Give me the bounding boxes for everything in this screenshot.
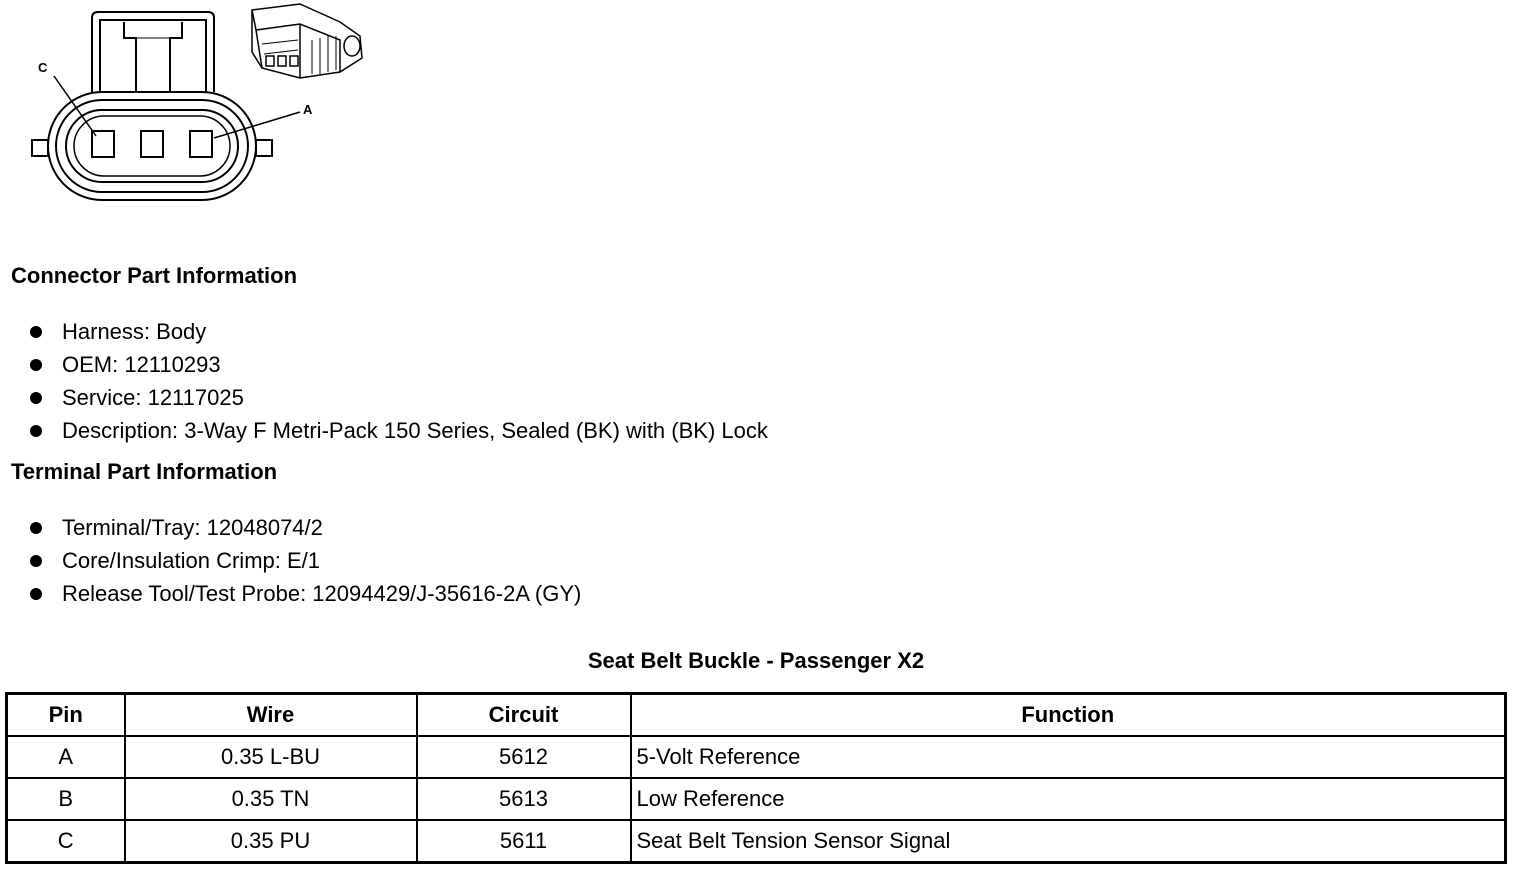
bullet-icon — [30, 359, 42, 371]
list-item — [0, 315, 768, 348]
harness-text: Harness: Body — [62, 319, 207, 344]
list-item — [0, 381, 768, 414]
bullet-icon — [30, 392, 42, 404]
cell-pin: A — [7, 736, 125, 778]
cell-pin: B — [7, 778, 125, 820]
service-text: Service: 12117025 — [62, 385, 244, 410]
list-item — [0, 348, 768, 381]
header-circuit: Circuit — [417, 694, 631, 737]
pin-label-a: A — [303, 102, 313, 117]
oem-text: OEM: 12110293 — [62, 352, 221, 377]
cell-function: Seat Belt Tension Sensor Signal — [631, 820, 1506, 863]
table-row — [7, 736, 1506, 778]
bullet-icon — [30, 522, 42, 534]
cell-wire: 0.35 PU — [125, 820, 417, 863]
header-pin: Pin — [7, 694, 125, 737]
list-item — [0, 577, 581, 610]
cell-pin: C — [7, 820, 125, 863]
pin-table-title: Seat Belt Buckle - Passenger X2 — [587, 648, 925, 673]
connector-part-information-list — [0, 315, 768, 447]
connector-illustration — [0, 0, 380, 215]
cell-circuit: 5611 — [417, 820, 631, 863]
header-wire: Wire — [125, 694, 417, 737]
release-tool-text: Release Tool/Test Probe: 12094429/J-35616-2A (GY) — [62, 581, 582, 606]
bullet-icon — [30, 326, 42, 338]
cell-circuit: 5613 — [417, 778, 631, 820]
terminal-part-information-list — [0, 511, 581, 610]
cell-function: 5-Volt Reference — [631, 736, 1506, 778]
terminal-part-information-heading: Terminal Part Information — [11, 459, 278, 484]
cell-wire: 0.35 TN — [125, 778, 417, 820]
header-function: Function — [631, 694, 1506, 737]
cell-wire: 0.35 L-BU — [125, 736, 417, 778]
pin-table — [5, 692, 1507, 864]
list-item — [0, 511, 581, 544]
pin-label-c: C — [38, 60, 48, 75]
table-header-row — [7, 694, 1506, 737]
cell-circuit: 5612 — [417, 736, 631, 778]
list-item — [0, 414, 768, 447]
bullet-icon — [30, 588, 42, 600]
table-row — [7, 820, 1506, 863]
bullet-icon — [30, 425, 42, 437]
list-item — [0, 544, 581, 577]
crimp-text: Core/Insulation Crimp: E/1 — [62, 548, 320, 573]
terminal-tray-text: Terminal/Tray: 12048074/2 — [62, 515, 323, 540]
connector-part-information-heading: Connector Part Information — [11, 263, 298, 288]
table-row — [7, 778, 1506, 820]
cell-function: Low Reference — [631, 778, 1506, 820]
description-text: Description: 3-Way F Metri-Pack 150 Series, Sealed (BK) with (BK) Lock — [62, 418, 768, 443]
bullet-icon — [30, 555, 42, 567]
